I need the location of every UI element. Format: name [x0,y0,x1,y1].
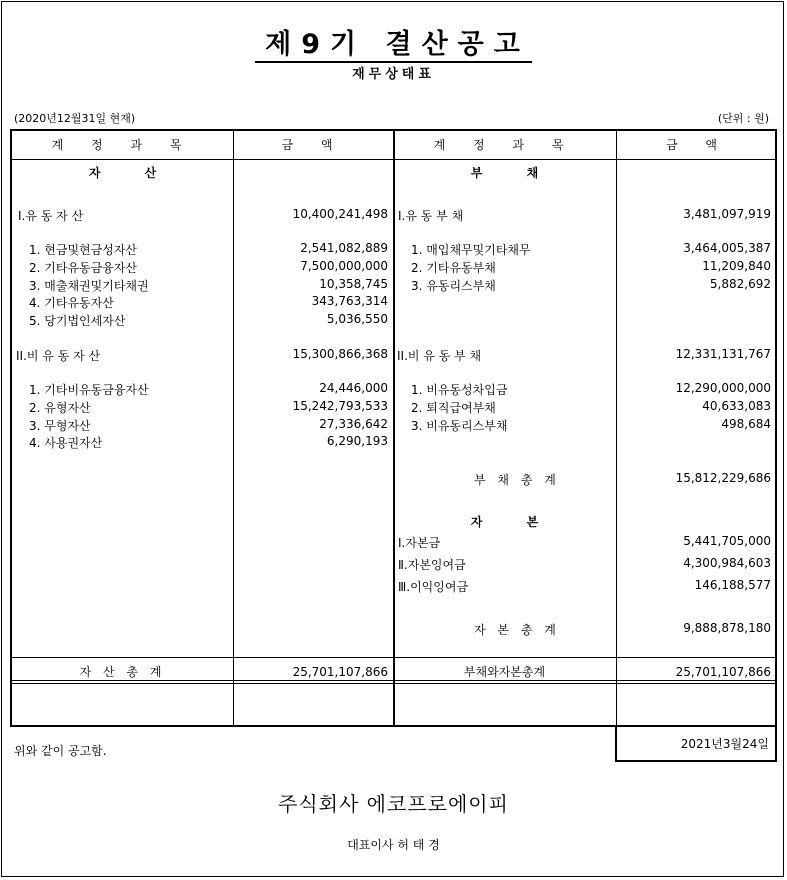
announcement-date-box [615,727,777,762]
equity-total-amount: 9,888,878,180 [683,621,771,635]
liability-item-amount: 5,882,692 [709,277,771,291]
asset-item-label: 1. 현금및현금성자산 [29,243,138,257]
asset-item-amount: 10,358,745 [319,277,388,291]
liability-item-label: 3. 유동리스부채 [411,279,496,293]
asset-item-amount: 24,446,000 [319,381,388,395]
header-amount-right: 금 액 [666,138,729,152]
equity-item-amount: 4,300,984,603 [683,556,771,570]
asset-item-label: 2. 유형자산 [29,401,91,415]
liabilities-total-label: 부 채 총 계 [474,473,560,487]
current-liabilities-label: I.유 동 부 채 [398,209,464,223]
asset-item-label: 5. 당기법인세자산 [29,314,126,328]
current-assets-amount: 10,400,241,498 [292,207,388,221]
assets-total-label: 자 산 총 계 [79,665,166,679]
ceo-name: 대표이사 허 태 경 [347,838,440,852]
closing-text: 위와 같이 공고함. [14,744,107,758]
liability-item-label: 1. 매입채무및기타채무 [411,243,531,257]
asset-item-amount: 6,290,193 [326,434,388,448]
current-liabilities-amount: 3,481,097,919 [683,207,771,221]
noncurrent-assets-label: II.비 유 동 자 산 [16,349,101,363]
asset-item-amount: 2,541,082,889 [300,241,388,255]
total-divider [12,657,775,658]
grand-total-amount: 25,701,107,866 [675,665,771,679]
equity-item-amount: 146,188,577 [694,578,771,592]
equity-item-label: Ⅰ.자본금 [398,536,441,550]
asset-item-amount: 7,500,000,000 [300,259,388,273]
unit-note: (단위 : 원) [717,112,769,125]
header-divider [12,159,775,160]
grand-total-label: 부채와자본총계 [463,665,546,679]
header-amount-left: 금 액 [281,138,345,152]
balance-sheet-table [10,129,777,727]
equity-item-label: Ⅲ.이익잉여금 [398,580,469,594]
column-divider [393,131,395,725]
header-account-left: 계 정 과 목 [51,138,194,152]
noncurrent-assets-amount: 15,300,866,368 [292,347,388,361]
liability-item-label: 2. 기타유동부채 [411,261,496,275]
liability-item-amount: 40,633,083 [702,399,771,413]
asset-item-amount: 27,336,642 [319,417,388,431]
page-subtitle: 재무상태표 [352,67,435,82]
equity-heading: 자 본 [470,515,539,529]
asset-item-label: 4. 기타유동자산 [29,296,114,310]
asset-item-amount: 15,242,793,533 [292,399,388,413]
header-account-right: 계 정 과 목 [433,138,576,152]
asset-item-label: 1. 기타비유동금융자산 [29,383,149,397]
liability-item-amount: 11,209,840 [702,259,771,273]
total-double-line [12,680,775,681]
current-assets-label: I.유 동 자 산 [18,209,84,223]
asset-item-amount: 5,036,550 [326,312,388,326]
asset-item-label: 4. 사용권자산 [29,436,103,450]
total-double-line [12,683,775,684]
liability-item-label: 2. 퇴직급여부채 [411,401,496,415]
liability-item-amount: 12,290,000,000 [675,381,771,395]
equity-item-label: Ⅱ.자본잉여금 [398,558,466,572]
liabilities-heading: 부 채 [470,166,539,180]
liability-item-amount: 498,684 [721,417,771,431]
equity-item-amount: 5,441,705,000 [683,534,771,548]
page-title: 제9기 결산공고 [0,22,787,61]
liabilities-total-amount: 15,812,229,686 [675,471,771,485]
asset-item-label: 3. 매출채권및기타채권 [29,279,149,293]
company-name: 주식회사 에코프로에이피 [278,792,509,816]
asset-item-label: 2. 기타유동금융자산 [29,261,138,275]
liability-item-amount: 3,464,005,387 [683,241,771,255]
asset-item-amount: 343,763,314 [311,294,388,308]
announcement-date: 2021년3월24일 [680,737,769,751]
liability-item-label: 3. 비유동리스부채 [411,419,508,433]
assets-heading: 자 산 [88,166,157,180]
noncurrent-liabilities-amount: 12,331,131,767 [675,347,771,361]
assets-total-amount: 25,701,107,866 [292,665,388,679]
asset-item-label: 3. 무형자산 [29,419,91,433]
liability-item-label: 1. 비유동성차입금 [411,383,508,397]
date-note: (2020년12월31일 현재) [14,112,136,125]
equity-total-label: 자 본 총 계 [474,623,560,637]
noncurrent-liabilities-label: II.비 유 동 부 채 [397,349,482,363]
